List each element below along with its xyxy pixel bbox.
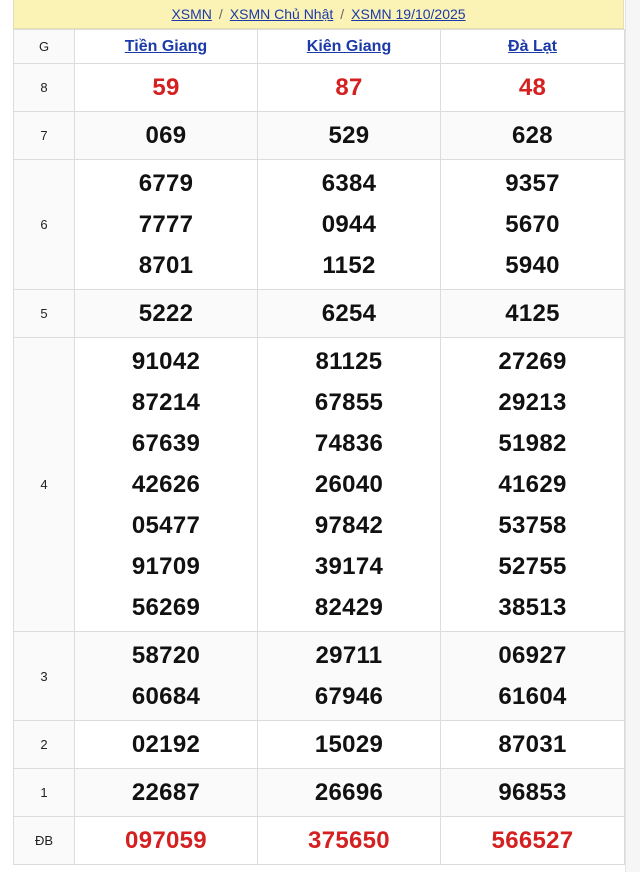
province-header-tien-giang: [75, 30, 258, 64]
result-number: 29711: [315, 642, 383, 669]
province-link-da-lat[interactable]: Đà Lạt: [508, 37, 557, 55]
result-number: 42626: [131, 471, 201, 498]
table-row: [14, 817, 625, 865]
result-number: 22687: [131, 779, 201, 806]
prize-label: 6: [14, 160, 75, 290]
breadcrumb-separator: /: [218, 6, 223, 22]
result-number: 87031: [498, 731, 567, 758]
result-number: 48: [518, 74, 547, 101]
result-cell-tien-giang: [75, 338, 258, 632]
result-number: 097059: [125, 827, 207, 854]
result-number: 26040: [314, 471, 384, 498]
result-number: 38513: [498, 594, 567, 621]
result-cell-kien-giang: [258, 721, 441, 769]
result-cell-tien-giang: [75, 64, 258, 112]
result-cell-kien-giang: [258, 632, 441, 721]
result-number: 7777: [138, 211, 194, 238]
province-link-kien-giang[interactable]: Kiên Giang: [306, 37, 392, 55]
prize-label: 2: [14, 721, 75, 769]
result-cell-da-lat: [441, 160, 625, 290]
result-number: 5940: [505, 252, 560, 279]
result-cell-tien-giang: [75, 290, 258, 338]
result-number: 02192: [131, 731, 201, 758]
breadcrumb: [13, 0, 624, 29]
result-cell-kien-giang: [258, 290, 441, 338]
result-cell-da-lat: [441, 290, 625, 338]
prize-label: 4: [14, 338, 75, 632]
prize-label: ĐB: [14, 817, 75, 865]
result-number: 87: [335, 74, 363, 101]
result-number: 5670: [505, 211, 560, 238]
province-header-kien-giang: [258, 30, 441, 64]
table-row: [14, 290, 625, 338]
results-panel: [13, 0, 624, 865]
result-number: 53758: [498, 512, 567, 539]
result-number: 82429: [314, 594, 384, 621]
result-number: 61604: [498, 683, 567, 710]
prize-label: 5: [14, 290, 75, 338]
result-cell-da-lat: [441, 64, 625, 112]
result-number: 069: [145, 122, 187, 149]
result-number: 05477: [131, 512, 201, 539]
result-cell-kien-giang: [258, 112, 441, 160]
result-number: 4125: [505, 300, 560, 327]
result-number: 628: [512, 122, 553, 149]
table-row: [14, 112, 625, 160]
result-cell-da-lat: [441, 112, 625, 160]
breadcrumb-link-sunday[interactable]: XSMN Chủ Nhật: [229, 6, 334, 22]
result-number: 67946: [314, 683, 384, 710]
breadcrumb-separator: /: [340, 6, 345, 22]
result-cell-da-lat: [441, 338, 625, 632]
result-number: 26696: [314, 779, 384, 806]
province-link-tien-giang[interactable]: Tiền Giang: [124, 37, 208, 55]
result-cell-tien-giang: [75, 632, 258, 721]
result-number: 58720: [131, 642, 201, 669]
prize-column-header: G: [14, 30, 75, 64]
result-cell-tien-giang: [75, 160, 258, 290]
result-number: 0944: [321, 211, 377, 238]
table-row: [14, 160, 625, 290]
result-cell-kien-giang: [258, 769, 441, 817]
result-cell-kien-giang: [258, 338, 441, 632]
result-cell-kien-giang: [258, 160, 441, 290]
result-number: 529: [328, 122, 370, 149]
result-number: 91709: [131, 553, 201, 580]
table-row: [14, 64, 625, 112]
result-number: 375650: [308, 827, 390, 854]
table-row: [14, 632, 625, 721]
prize-label: 3: [14, 632, 75, 721]
prize-label: 7: [14, 112, 75, 160]
result-number: 5222: [138, 300, 194, 327]
table-row: [14, 721, 625, 769]
result-number: 91042: [131, 348, 201, 375]
prize-label: 8: [14, 64, 75, 112]
result-number: 8701: [138, 252, 194, 279]
result-cell-tien-giang: [75, 721, 258, 769]
result-number: 81125: [315, 348, 383, 375]
lottery-results-table: [13, 29, 625, 865]
prize-label: 1: [14, 769, 75, 817]
result-cell-tien-giang: [75, 817, 258, 865]
result-number: 67639: [131, 430, 201, 457]
result-cell-tien-giang: [75, 112, 258, 160]
result-number: 51982: [498, 430, 567, 457]
result-cell-kien-giang: [258, 64, 441, 112]
page-scrollbar[interactable]: [625, 0, 640, 872]
table-row: [14, 338, 625, 632]
breadcrumb-link-date[interactable]: XSMN 19/10/2025: [351, 6, 466, 22]
result-number: 27269: [498, 348, 567, 375]
result-number: 74836: [314, 430, 384, 457]
result-number: 6384: [321, 170, 377, 197]
result-number: 9357: [505, 170, 560, 197]
result-number: 59: [152, 74, 180, 101]
result-cell-kien-giang: [258, 817, 441, 865]
result-number: 87214: [131, 389, 201, 416]
result-number: 96853: [498, 779, 567, 806]
result-number: 41629: [498, 471, 567, 498]
result-number: 15029: [314, 731, 384, 758]
result-number: 06927: [498, 642, 567, 669]
result-number: 60684: [131, 683, 201, 710]
result-number: 1152: [322, 252, 376, 279]
province-header-da-lat: [441, 30, 625, 64]
breadcrumb-link-xsmn[interactable]: XSMN: [171, 6, 212, 22]
result-cell-da-lat: [441, 721, 625, 769]
table-header-row: [14, 30, 625, 64]
table-row: [14, 769, 625, 817]
result-number: 56269: [131, 594, 201, 621]
result-number: 52755: [498, 553, 567, 580]
result-cell-da-lat: [441, 769, 625, 817]
result-cell-da-lat: [441, 632, 625, 721]
result-number: 29213: [498, 389, 567, 416]
result-number: 6254: [321, 300, 377, 327]
result-cell-da-lat: [441, 817, 625, 865]
result-number: 67855: [314, 389, 384, 416]
result-number: 39174: [314, 553, 384, 580]
result-number: 97842: [314, 512, 384, 539]
result-cell-tien-giang: [75, 769, 258, 817]
result-number: 566527: [491, 827, 574, 854]
result-number: 6779: [138, 170, 194, 197]
